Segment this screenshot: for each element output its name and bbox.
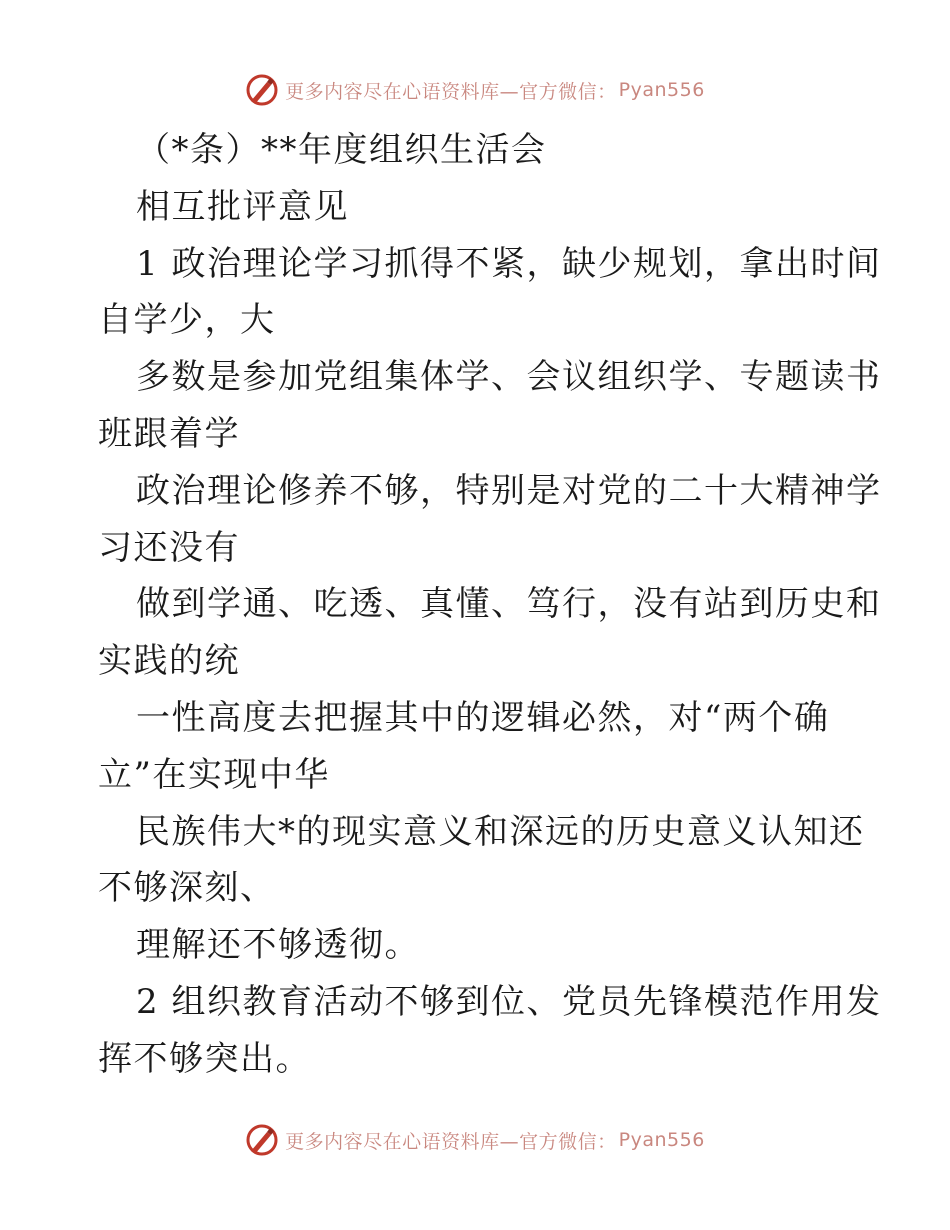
header-watermark-banner (0, 70, 950, 110)
banner-site-text: 更多内容尽在心语资料库—官方微信： (285, 1130, 617, 1153)
pen-logo-icon (245, 73, 279, 107)
doc-line: 立”在实现中华 (98, 754, 330, 795)
doc-line: 一性高度去把握其中的逻辑必然，对“两个确 (136, 697, 830, 738)
doc-line: 不够深刻、 (98, 868, 276, 909)
footer-watermark-banner (0, 1120, 950, 1160)
doc-line: 班跟着学 (98, 413, 240, 454)
doc-subtitle: 相互批评意见 (136, 186, 349, 227)
doc-line: 做到学通、吃透、真懂、笃行，没有站到历史和 (136, 584, 882, 625)
doc-line: 实践的统 (98, 641, 240, 682)
doc-line: 习还没有 (98, 527, 240, 568)
doc-line: 1 政治理论学习抓得不紧，缺少规划，拿出时间 (136, 243, 882, 284)
doc-line: 政治理论修养不够，特别是对党的二十大精神学 (136, 470, 882, 511)
doc-line: 多数是参加党组集体学、会议组织学、专题读书 (136, 357, 882, 398)
doc-line: 理解还不够透彻。 (136, 925, 420, 966)
doc-line: 自学少，大 (98, 300, 276, 341)
document-body (98, 122, 882, 1088)
doc-line: 挥不够突出。 (98, 1038, 311, 1079)
doc-line: 民族伟大*的现实意义和深远的历史意义认知还 (136, 811, 865, 852)
banner-wechat-id: Pyan556 (618, 1129, 705, 1151)
banner-site-text: 更多内容尽在心语资料库—官方微信： (285, 80, 617, 103)
doc-title: （*条）**年度组织生活会 (136, 130, 547, 170)
banner-wechat-id: Pyan556 (618, 79, 705, 101)
pen-logo-icon (245, 1123, 279, 1157)
doc-line: 2 组织教育活动不够到位、党员先锋模范作用发 (136, 981, 882, 1022)
